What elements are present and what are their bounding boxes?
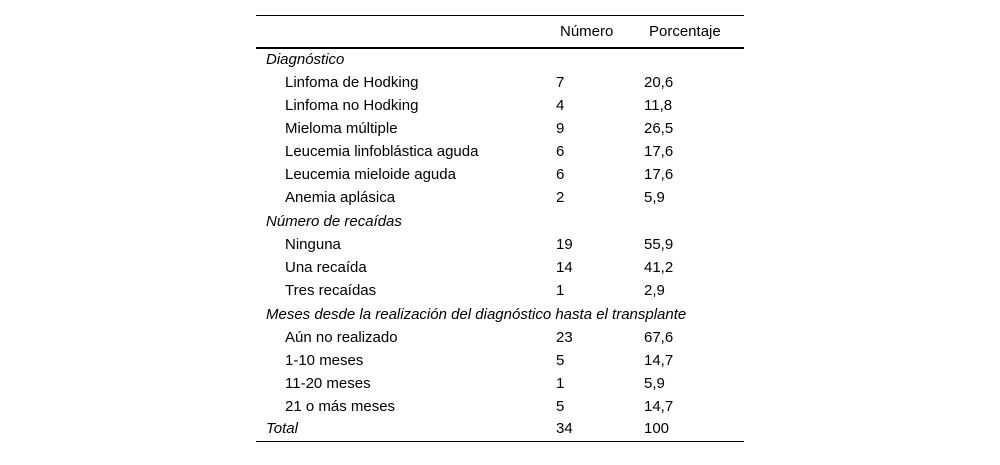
table-row bbox=[256, 372, 744, 395]
row-label: Aún no realizado bbox=[285, 329, 398, 346]
table-row bbox=[256, 326, 744, 349]
row-number: 23 bbox=[556, 329, 573, 346]
section-header-row bbox=[256, 209, 744, 233]
row-label: Linfoma no Hodking bbox=[285, 97, 419, 114]
bottom-rule bbox=[256, 441, 744, 442]
row-percent: 5,9 bbox=[644, 189, 665, 206]
row-number: 5 bbox=[556, 398, 565, 415]
row-label: 1-10 meses bbox=[285, 352, 364, 369]
header-row bbox=[256, 16, 744, 47]
table-row bbox=[256, 349, 744, 372]
row-label: Anemia aplásica bbox=[285, 189, 396, 206]
table-row bbox=[256, 186, 744, 209]
section-title: Número de recaídas bbox=[266, 213, 402, 230]
row-percent: 41,2 bbox=[644, 259, 674, 276]
row-label: Leucemia linfoblástica aguda bbox=[285, 143, 479, 160]
row-number: 2 bbox=[556, 189, 565, 206]
section-header-row bbox=[256, 302, 744, 326]
header-number: Número bbox=[560, 23, 614, 40]
total-row bbox=[256, 418, 744, 441]
table-row bbox=[256, 163, 744, 186]
row-label: Tres recaídas bbox=[285, 282, 377, 299]
section-title: Meses desde la realización del diagnóstico hasta el transplante bbox=[266, 306, 687, 323]
row-number: 1 bbox=[556, 282, 565, 299]
row-label: 21 o más meses bbox=[285, 398, 396, 415]
row-number: 4 bbox=[556, 97, 565, 114]
table-row bbox=[256, 117, 744, 140]
row-percent: 55,9 bbox=[644, 236, 674, 253]
row-number: 6 bbox=[556, 166, 565, 183]
table-row bbox=[256, 233, 744, 256]
row-label: 11-20 meses bbox=[285, 375, 371, 392]
row-number: 14 bbox=[556, 259, 573, 276]
row-percent: 5,9 bbox=[644, 375, 665, 392]
table-row bbox=[256, 71, 744, 94]
row-percent: 17,6 bbox=[644, 143, 674, 160]
header-percent: Porcentaje bbox=[649, 23, 721, 40]
row-percent: 11,8 bbox=[644, 97, 673, 114]
row-number: 9 bbox=[556, 120, 565, 137]
total-number: 34 bbox=[556, 420, 573, 437]
row-percent: 67,6 bbox=[644, 329, 674, 346]
table-row bbox=[256, 395, 744, 418]
row-label: Ninguna bbox=[285, 236, 341, 253]
data-table bbox=[256, 15, 744, 442]
total-percent: 100 bbox=[644, 420, 670, 437]
row-number: 19 bbox=[556, 236, 573, 253]
section-header-row bbox=[256, 49, 744, 71]
row-percent: 14,7 bbox=[644, 352, 674, 369]
table-row bbox=[256, 140, 744, 163]
row-label: Mieloma múltiple bbox=[285, 120, 398, 137]
table-row bbox=[256, 94, 744, 117]
row-label: Leucemia mieloide aguda bbox=[285, 166, 456, 183]
table-body bbox=[256, 49, 744, 418]
total-label: Total bbox=[266, 420, 298, 437]
row-number: 5 bbox=[556, 352, 565, 369]
row-percent: 14,7 bbox=[644, 398, 674, 415]
row-percent: 17,6 bbox=[644, 166, 674, 183]
row-percent: 26,5 bbox=[644, 120, 674, 137]
row-percent: 20,6 bbox=[644, 74, 674, 91]
row-label: Linfoma de Hodking bbox=[285, 74, 419, 91]
table-row bbox=[256, 256, 744, 279]
row-label: Una recaída bbox=[285, 259, 367, 276]
section-title: Diagnóstico bbox=[266, 51, 345, 68]
row-number: 6 bbox=[556, 143, 565, 160]
row-percent: 2,9 bbox=[644, 282, 665, 299]
table-row bbox=[256, 279, 744, 302]
row-number: 7 bbox=[556, 74, 565, 91]
row-number: 1 bbox=[556, 375, 565, 392]
